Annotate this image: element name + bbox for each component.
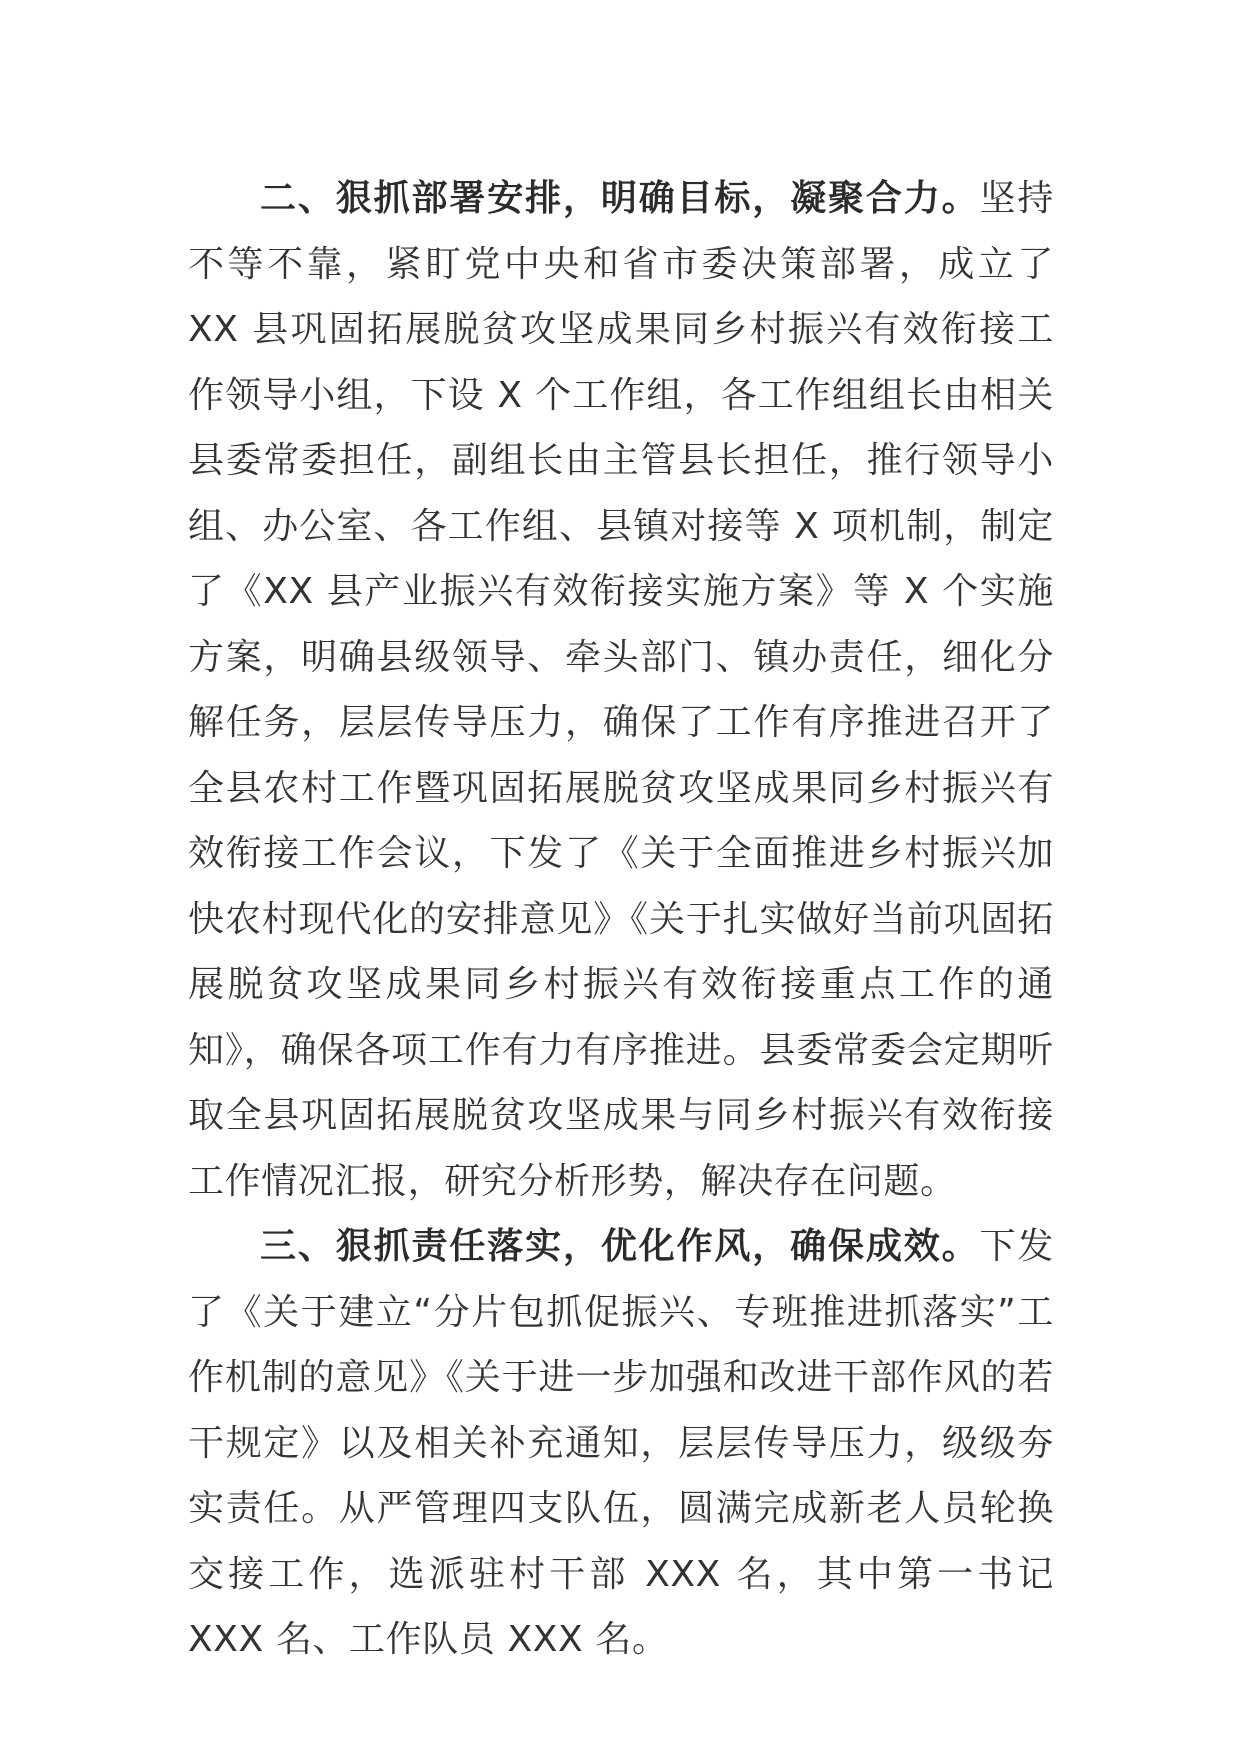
section-heading-3: 三、狠抓责任落实，优化作风，确保成效。 xyxy=(260,1226,980,1267)
section-heading-2: 二、狠抓部署安排，明确目标，凝聚合力。 xyxy=(260,178,980,219)
paragraph-2 xyxy=(188,166,1054,1214)
document-body xyxy=(188,166,1054,1673)
section-body-3: 下发了《关于建立“分片包抓促振兴、专班推进抓落实”工作机制的意见》《关于进一步加强和改进干部作风的若干规定》以及相关补充通知，层层传导压力，级级夯实责任。从严管理四支队伍，圆满完成新老人员轮换交接工作，选派驻村干部 XXX 名，其中第一书记 XXX 名、工作队员 XXX 名。 xyxy=(188,1226,1055,1660)
section-body-2: 坚持不等不靠，紧盯党中央和省市委决策部署，成立了 XX 县巩固拓展脱贫攻坚成果同乡村振兴有效衔接工作领导小组，下设 X 个工作组，各工作组组长由相关县委常委担任，副组长由主管县长担任，推行领导小组、办公室、各工作组、县镇对接等 X 项机制，制定了《XX 县产业振兴有效衔接实施方案》等 X 个实施方案，明确县级领导、牵头部门、镇办责任，细化分解任务，层层传导压力，确保了工作有序推进召开了全县农村工作暨巩固拓展脱贫攻坚成果同乡村振兴有效衔接工作会议，下发了《关于全面推进乡村振兴加快农村现代化的安排意见》《关于扎实做好当前巩固拓展脱贫攻坚成果同乡村振兴有效衔接重点工作的通知》，确保各项工作有力有序推进。县委常委会定期听取全县巩固拓展脱贫攻坚成果与同乡村振兴有效衔接工作情况汇报，研究分析形势，解决存在问题。 xyxy=(188,178,1055,1202)
paragraph-3 xyxy=(188,1214,1054,1673)
